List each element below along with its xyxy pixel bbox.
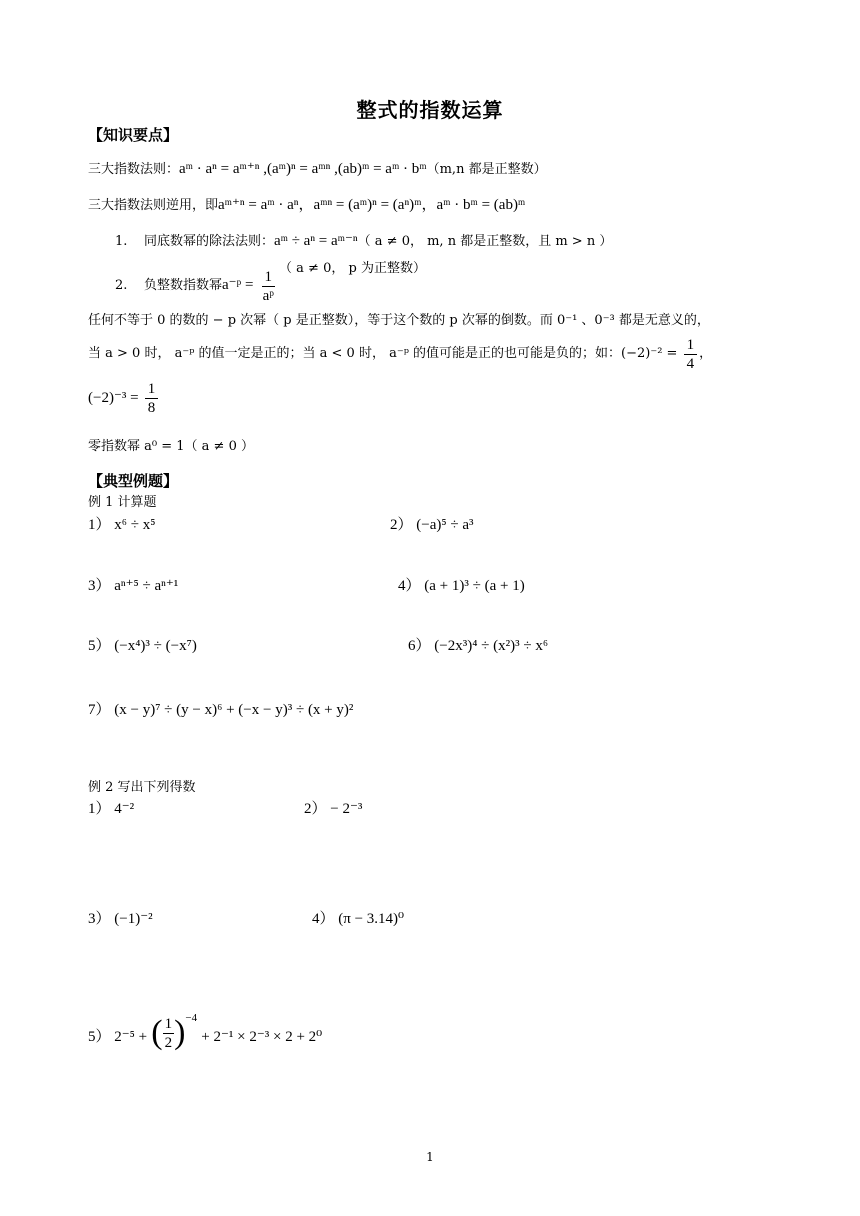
example-1-item-3: 3） aⁿ⁺⁵ ÷ aⁿ⁺¹ — [88, 578, 179, 594]
rule-item-2-condition: （ a ≠ 0， p 为正整数） — [279, 261, 426, 276]
rule-line-1 — [88, 160, 547, 179]
rule-item-2-fraction — [262, 268, 276, 305]
rule-item-2-number: 2. — [115, 278, 128, 293]
page-number: 1 — [426, 1150, 434, 1164]
example-2-item-2: 2） − 2⁻³ — [304, 801, 363, 817]
example-2-item-1: 1） 4⁻² — [88, 801, 135, 817]
example-1-item-1: 1） x⁶ ÷ x⁵ — [88, 517, 156, 533]
rule-item-1-math: aᵐ ÷ aⁿ = aᵐ⁻ⁿ — [273, 233, 358, 249]
example-1-title: 例 1 计算题 — [88, 495, 157, 510]
example-2-item-3: 3） (−1)⁻² — [88, 911, 153, 927]
example-2-item-4: 4） (π − 3.14)⁰ — [312, 911, 405, 927]
paragraph-line-2 — [88, 336, 712, 373]
rule-item-2-lhs: a⁻ᵖ = — [221, 277, 254, 293]
example-2-item-5-fraction — [163, 1015, 175, 1052]
fraction-denominator: 4 — [686, 356, 695, 372]
rule-line-1-prefix: 三大指数法则： — [88, 162, 180, 177]
example-1-item-6: 6） (−2x³)⁴ ÷ (x²)³ ÷ x⁶ — [408, 638, 549, 654]
page-title: 整式的指数运算 — [356, 98, 504, 122]
examples-heading: 【典型例题】 — [88, 472, 179, 490]
rule-item-1-number: 1. — [115, 234, 128, 249]
rule-item-1-condition: （ a ≠ 0， m, n 都是正整数，且 m > n ） — [357, 234, 613, 249]
example-1-item-7: 7） (x − y)⁷ ÷ (y − x)⁶ + (−x − y)³ ÷ (x + y)² — [88, 702, 354, 718]
fraction-numerator: 1 — [262, 268, 276, 287]
paragraph-line-1: 任何不等于 0 的数的 − p 次幂（ p 是正整数），等于这个数的 p 次幂的倒数。而 0⁻¹ 、0⁻³ 都是无意义的， — [88, 313, 710, 328]
example-2-item-5-exponent: −4 — [185, 1012, 198, 1024]
example-2-item-5 — [88, 1013, 322, 1053]
rule-line-1-suffix: （m,n 都是正整数） — [426, 162, 547, 177]
rule-line-2-prefix: 三大指数法则逆用，即 — [88, 198, 219, 213]
rule-item-1 — [115, 232, 612, 251]
example-2-title: 例 2 写出下列得数 — [88, 780, 196, 795]
rule-line-1-math: aᵐ · aⁿ = aᵐ⁺ⁿ ,(aᵐ)ⁿ = aᵐⁿ ,(ab)ᵐ = aᵐ · bᵐ — [179, 161, 427, 177]
zero-exponent-rule: 零指数幂 a⁰ = 1（ a ≠ 0 ） — [88, 439, 254, 454]
paragraph-line-3 — [88, 380, 160, 417]
paragraph-line-3-fraction — [145, 380, 159, 417]
rule-item-2 — [115, 261, 426, 305]
paragraph-line-2-text: 当 a > 0 时， a⁻ᵖ 的值一定是正的；当 a < 0 时， a⁻ᵖ 的值可能是正的也可能是负的；如：(−2)⁻² = — [88, 346, 678, 361]
right-paren-icon: ) — [174, 1014, 186, 1051]
knowledge-heading: 【知识要点】 — [88, 126, 179, 144]
fraction-denominator: aᵖ — [262, 288, 274, 304]
fraction-numerator: 1 — [684, 336, 698, 355]
example-2-item-5-paren-group — [151, 1013, 185, 1053]
rule-line-2-math: aᵐ⁺ⁿ = aᵐ · aⁿ，aᵐⁿ = (aᵐ)ⁿ = (aⁿ)ᵐ，aᵐ · bᵐ = (ab)ᵐ — [218, 197, 526, 213]
paragraph-line-2-end: ， — [699, 346, 713, 361]
fraction-numerator: 1 — [145, 380, 159, 399]
paragraph-line-2-fraction — [684, 336, 698, 373]
example-2-item-5-prefix: 5） 2⁻⁵ + — [88, 1029, 148, 1046]
rule-item-1-text: 同底数幂的除法法则： — [143, 234, 274, 249]
fraction-denominator: 2 — [164, 1035, 173, 1051]
fraction-denominator: 8 — [147, 400, 156, 416]
rule-item-2-text: 负整数指数幂 — [143, 278, 222, 293]
example-1-item-5: 5） (−x⁴)³ ÷ (−x⁷) — [88, 638, 197, 654]
left-paren-icon: ( — [151, 1014, 163, 1051]
fraction-numerator: 1 — [164, 1016, 173, 1032]
example-1-item-2: 2） (−a)⁵ ÷ a³ — [390, 517, 474, 533]
example-1-item-4: 4） (a + 1)³ ÷ (a + 1) — [398, 578, 525, 594]
rule-line-2 — [88, 196, 525, 215]
paragraph-line-3-lhs: (−2)⁻³ = — [88, 390, 139, 406]
example-2-item-5-suffix: + 2⁻¹ × 2⁻³ × 2 + 2⁰ — [201, 1029, 323, 1046]
